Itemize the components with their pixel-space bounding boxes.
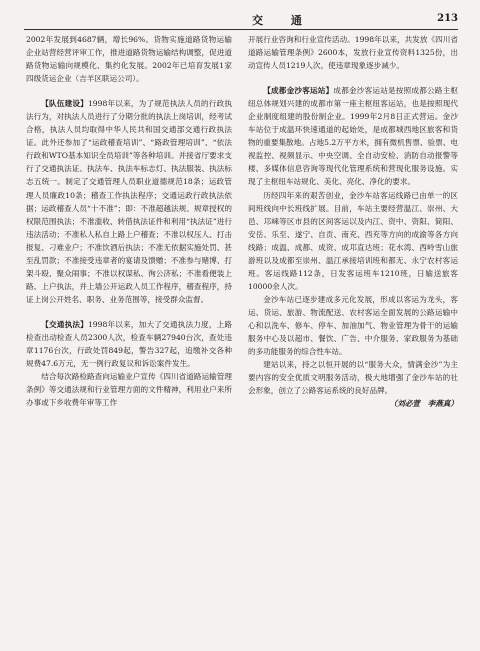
law-paragraph [26,318,232,370]
page-number: 213 [437,13,458,24]
law-paragraph-2: 结合每次路检路查向运输业户宣传《四川省道路运输管理条例》等交通法规和行业管理方面的文件精神，利用业户来所办事或下乡收费年审等工作 [26,372,232,408]
team-text: 1998年以来，为了规范执法人员的行政执法行为，对执法人员进行了分期分批的执法上岗培训，经考试合格，执法人员均取得中华人民共和国交通部交通行政执法证。此外还参加了“运政稽查培训”、“路政管理培训”、“依法行政和WTO基本知识全员培训”等各种培训。并接省厅要求支行了交通执法证、执法车、执法车标志灯、执法服装、执法标志五统一。制定了交通管理人员职业道德规范18条；运政管理人员廉政10条；稽查工作执法程序；交通运政行政执法依据；运政稽查人员“十不准”；即：不准超越法规、规章授权的权限范围执法；不准滥收、转借执法证件和利用“执法证”进行违法活动；不准私人私自上路上户稽查；不准以权压人、打击报复、刁难业户；不准饮酒后执法；不准无依据实施处罚、甚至乱罚款；不准接受违章者的宴请及馈赠；不准参与赌博、打架斗殴、聚众闹事；不准以权谋私、徇公济私；不准看便装上路、上户执法，并上墙公开运政人员工作程序，稽查程序，持证上岗公开姓名、职务、业务范围等，接受群众监督。 [26,99,233,304]
page-header [24,11,458,30]
section-title: 交 通 [252,14,314,27]
station-heading: 【成都金沙客运站】 [263,86,334,96]
left-column [26,33,232,409]
team-paragraph [26,97,232,306]
station-paragraph-3: 金沙车站已逐步建成多元化发展，形成以客运为龙头，客运、货运、旅游、物流配送、农村客运全面发展的公路运输中心和以洗车、修车、停车、加油加气、物业管理为骨干的运输服务中心及以超市、餐饮、广告、中介服务、家政服务为基础的多功能服务的综合性车站。 [248,294,458,357]
author-signature: （刘必萱 李燕真） [389,399,458,409]
station-paragraph [248,84,458,188]
intro-paragraph: 2002年发展到4687辆，增长96%。货物实施道路货物运输企业站营经营评审工作，推进道路货物运输结构调整，促进道路货物运输向规模化、集约化发展。2002年已培育发展1家四级货运企业（吉羊区联运公司）。 [26,35,232,84]
law-text: 1998年以来，加大了交通执法力度，上路检查出动检查人员2300人次，检查车辆27940台次，查处违章1176台次，行政处罚849起，警告327起，追缴补交各种规费47.6万元，无一例行政复议和诉讼案件发生。 [26,319,233,369]
station-paragraph-4: 建站以来，持之以恒开展的以“服务大众，情满金沙”为主要内容的安全优质文明服务活动，极大地增强了金沙车站的社会形象，创立了公路客运系统的良好品牌。 [248,360,458,396]
station-paragraph-2: 历经四年来的艰苦创业，金沙车站客运线路已由单一的区间班线向中长班线扩展。目前，车站主要经营温江、崇州、大邑、邛崃等区市县的区间客运以及内江、资中、资阳、简阳、安岳、乐至、遂宁、自贡、南充、西充等方向的成渝等各方向线路；成温、成都、成资、成邛直达班；花水湾、西岭雪山旅游班以及成都至崇州、温江承接培训班和都无、永宁农村客运班。客运线路112条，日发客运班车1210班，日输送旅客10000余人次。 [248,190,458,291]
continued-paragraph: 开展行业咨询和行业宣传活动。1998年以来，共发放《四川省道路运输管理条例》2600本，发放行业宣传资料1325份，出动宣传人员1219人次。使违章现象逐步减少。 [248,35,458,71]
right-column [248,33,458,410]
law-heading: 【交通执法】 [41,319,88,329]
station-text: 成都金沙客运站是按照成都公路主枢纽总体规划兴建的成都市第一座主枢纽客运站，也是按照现代企业制度组建的股份制企业。1999年2月8日正式营运。金沙车站位于成温环快速通道的起始处，是成都城西地区旅客和货物的重要集散地。占地5.2万平方米，拥有微机售票、验票、电视监控、视频显示、中央空调、全自动安检、消防自动报警等楼、多媒体信息咨询等现代化管理系统和营现化服务设施。实现了主枢纽车站规化、美化、亮化、净化的要求。 [248,86,459,187]
team-heading: 【队伍建设】 [41,99,88,109]
